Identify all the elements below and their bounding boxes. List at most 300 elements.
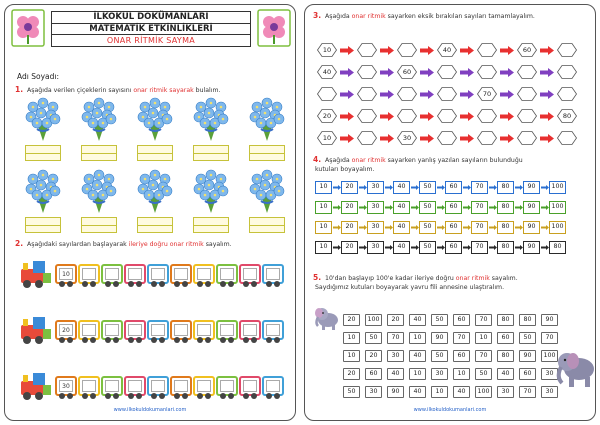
arrow-right-icon (460, 134, 474, 143)
wagon-answer-field[interactable] (266, 380, 280, 392)
wagon-answer-field[interactable] (128, 324, 142, 336)
number-box[interactable]: 60 (445, 201, 462, 214)
number-hexagon[interactable] (477, 131, 497, 145)
header-topic: ONAR RİTMİK SAYMA (52, 34, 250, 46)
wheel-icon (113, 393, 119, 399)
train-wagon[interactable] (170, 264, 192, 284)
wagon-answer-field[interactable] (220, 268, 234, 280)
wheel-icon (113, 281, 119, 287)
answer-box[interactable] (81, 145, 117, 161)
wheel-icon (182, 393, 188, 399)
wagon-answer-field[interactable] (243, 268, 257, 280)
number-hexagon[interactable] (357, 65, 377, 79)
arrow-right-icon (420, 134, 434, 143)
wagon-answer-field[interactable] (82, 268, 96, 280)
number-hexagon (317, 43, 337, 57)
number-box[interactable]: 40 (393, 201, 410, 214)
train-wagon[interactable] (147, 320, 169, 340)
arrow-right-icon (385, 225, 393, 230)
train-wagon[interactable] (262, 264, 284, 284)
flower-bouquet-icon (23, 97, 63, 141)
wheel-icon (113, 337, 119, 343)
hexagon-value: 60 (522, 46, 532, 54)
number-box[interactable]: 60 (445, 241, 462, 254)
maze-cell[interactable]: 60 (453, 350, 470, 362)
number-hexagon (397, 65, 417, 79)
wheel-icon (174, 337, 180, 343)
header-title: İLKOKUL DOKÜMANLARI (93, 12, 209, 22)
wheel-icon (159, 281, 165, 287)
hexagon-value: 30 (402, 134, 412, 142)
train-wagon[interactable] (193, 320, 215, 340)
maze-cell[interactable]: 70 (387, 332, 404, 344)
number-hexagon[interactable] (357, 109, 377, 123)
train-wagon[interactable] (101, 320, 123, 340)
question-4 (313, 155, 523, 164)
arrow-right-icon (385, 245, 393, 250)
wagon-answer-field[interactable] (220, 324, 234, 336)
number-hexagon[interactable] (357, 87, 377, 101)
wagon-answer-field[interactable] (82, 324, 96, 336)
train-wagon[interactable] (101, 376, 123, 396)
wheel-icon (220, 337, 226, 343)
arrow-right-icon (500, 46, 514, 55)
hexagon-row (317, 65, 587, 81)
maze-cell[interactable]: 20 (365, 350, 382, 362)
wagon-answer-field[interactable] (197, 324, 211, 336)
number-box-row (315, 181, 591, 195)
number-box[interactable]: 90 (523, 241, 540, 254)
number-box[interactable]: 10 (315, 221, 332, 234)
maze-cell[interactable]: 60 (497, 332, 514, 344)
train-row (19, 313, 281, 349)
train-wagon[interactable] (78, 376, 100, 396)
train-wagon[interactable] (147, 264, 169, 284)
wagon-answer-field[interactable] (197, 268, 211, 280)
maze-cell[interactable]: 20 (387, 314, 404, 326)
number-box[interactable]: 30 (367, 181, 384, 194)
wagon-answer-field[interactable] (174, 268, 188, 280)
maze-cell[interactable]: 10 (409, 332, 426, 344)
answer-box-divider (138, 225, 172, 226)
wagon-answer-field[interactable] (105, 380, 119, 392)
maze-cell[interactable]: 90 (541, 314, 558, 326)
number-box[interactable]: 20 (341, 221, 358, 234)
number-box[interactable]: 70 (471, 221, 488, 234)
wheel-icon (243, 337, 249, 343)
question-text: sayarken eksik bırakılan sayıları tamamlayalım. (387, 13, 535, 20)
maze-cell[interactable]: 30 (365, 386, 382, 398)
answer-box-divider (82, 225, 116, 226)
answer-box[interactable] (249, 217, 285, 233)
arrow-right-icon (411, 185, 419, 190)
worksheet-header (51, 11, 251, 47)
number-hexagon[interactable] (437, 131, 457, 145)
train-wagon[interactable] (101, 264, 123, 284)
wheel-icon (136, 281, 142, 287)
arrow-right-icon (333, 205, 341, 210)
maze-cell[interactable]: 60 (365, 368, 382, 380)
maze-cell[interactable]: 70 (475, 350, 492, 362)
number-hexagon (557, 109, 577, 123)
question-4-continued: kutuları boyayalım. (315, 166, 375, 173)
train-wagon[interactable] (170, 376, 192, 396)
maze-cell[interactable]: 10 (453, 368, 470, 380)
wagon-answer-field[interactable] (151, 324, 165, 336)
number-box[interactable]: 80 (497, 221, 514, 234)
number-hexagon[interactable] (517, 65, 537, 79)
maze-cell[interactable]: 80 (519, 314, 536, 326)
maze-cell[interactable]: 100 (541, 350, 558, 362)
train-wagon[interactable] (78, 320, 100, 340)
maze-cell[interactable]: 40 (497, 368, 514, 380)
wagon-answer-field[interactable] (105, 268, 119, 280)
train-wagon[interactable] (216, 264, 238, 284)
arrow-right-icon (359, 225, 367, 230)
maze-cell[interactable]: 50 (475, 368, 492, 380)
arrow-right-icon (540, 134, 554, 143)
maze-cell[interactable]: 60 (519, 368, 536, 380)
flower-bouquet-icon (191, 97, 231, 141)
arrow-right-icon (340, 46, 354, 55)
number-hexagon (317, 131, 337, 145)
wheel-icon (67, 393, 73, 399)
wheel-icon (136, 393, 142, 399)
maze-cell[interactable]: 100 (475, 386, 492, 398)
wheel-icon (228, 281, 234, 287)
mother-elephant-icon (553, 347, 597, 389)
answer-box[interactable] (25, 145, 61, 161)
wagon-answer-field[interactable] (197, 380, 211, 392)
arrow-right-icon (380, 68, 394, 77)
hexagon-row (317, 131, 587, 147)
arrow-right-icon (411, 245, 419, 250)
maze-cell[interactable]: 60 (453, 314, 470, 326)
wheel-icon (136, 337, 142, 343)
wheel-icon (67, 337, 73, 343)
maze-cell[interactable]: 70 (475, 314, 492, 326)
arrow-right-icon (500, 112, 514, 121)
wagon-answer-field[interactable] (266, 268, 280, 280)
train-wagon[interactable] (193, 376, 215, 396)
train-wagon[interactable] (170, 320, 192, 340)
maze-cell[interactable]: 10 (409, 368, 426, 380)
maze-cell[interactable]: 20 (343, 314, 360, 326)
train-wagon[interactable] (239, 264, 261, 284)
arrow-right-icon (489, 245, 497, 250)
number-box[interactable]: 100 (549, 181, 566, 194)
number-box[interactable]: 80 (497, 241, 514, 254)
wagon-answer-field[interactable] (174, 380, 188, 392)
maze-cell[interactable]: 40 (409, 314, 426, 326)
question-5 (313, 273, 518, 282)
wheel-icon (197, 337, 203, 343)
question-text: bulalım. (195, 87, 221, 94)
arrow-right-icon (437, 205, 445, 210)
number-hexagon[interactable] (357, 131, 377, 145)
number-box[interactable]: 30 (367, 221, 384, 234)
maze-cell[interactable]: 30 (431, 368, 448, 380)
arrow-right-icon (489, 225, 497, 230)
train-wagon[interactable] (239, 320, 261, 340)
number-hexagon[interactable] (477, 43, 497, 57)
number-box[interactable]: 20 (341, 241, 358, 254)
wagon-answer-field[interactable] (220, 380, 234, 392)
arrow-right-icon (340, 68, 354, 77)
wheel-icon (205, 393, 211, 399)
wagon-answer-field[interactable] (243, 380, 257, 392)
maze-cell[interactable]: 30 (541, 368, 558, 380)
number-box[interactable]: 30 (367, 201, 384, 214)
number-box[interactable]: 60 (445, 181, 462, 194)
maze-cell[interactable]: 10 (431, 386, 448, 398)
answer-box-divider (26, 225, 60, 226)
wheel-icon (105, 281, 111, 287)
number-box[interactable]: 80 (497, 201, 514, 214)
maze-cell[interactable]: 40 (387, 368, 404, 380)
maze-cell[interactable]: 40 (409, 350, 426, 362)
arrow-right-icon (489, 205, 497, 210)
number-box[interactable]: 50 (419, 241, 436, 254)
number-box[interactable]: 10 (315, 241, 332, 254)
answer-box[interactable] (193, 217, 229, 233)
wagon-answer-field[interactable] (151, 380, 165, 392)
maze-cell[interactable]: 40 (453, 386, 470, 398)
number-box[interactable]: 80 (497, 181, 514, 194)
train-wagon[interactable] (124, 320, 146, 340)
hexagon-value: 10 (322, 46, 332, 54)
wheel-icon (59, 281, 65, 287)
train-wagon[interactable] (216, 376, 238, 396)
train-wagon[interactable] (262, 320, 284, 340)
wagon-answer-field[interactable] (266, 324, 280, 336)
arrow-right-icon (515, 205, 523, 210)
number-hexagon[interactable] (517, 109, 537, 123)
wagon-start-value: 10 (59, 268, 73, 280)
arrow-right-icon (463, 225, 471, 230)
number-hexagon[interactable] (397, 109, 417, 123)
wagon-answer-field[interactable] (243, 324, 257, 336)
hexagon-value: 20 (322, 112, 332, 120)
answer-box[interactable] (249, 145, 285, 161)
arrow-right-icon (540, 68, 554, 77)
answer-box[interactable] (137, 145, 173, 161)
maze-cell[interactable]: 90 (387, 386, 404, 398)
number-box-row (315, 201, 591, 215)
arrow-right-icon (437, 225, 445, 230)
number-hexagon[interactable] (477, 65, 497, 79)
flower-logo-icon (11, 9, 45, 47)
maze-cell[interactable]: 30 (387, 350, 404, 362)
arrow-right-icon (540, 46, 554, 55)
number-box[interactable]: 60 (445, 221, 462, 234)
wagon-answer-field[interactable] (82, 380, 96, 392)
answer-box[interactable] (25, 217, 61, 233)
maze-cell[interactable]: 80 (497, 314, 514, 326)
number-box[interactable]: 70 (471, 181, 488, 194)
maze-cell[interactable]: 50 (519, 332, 536, 344)
hexagon-row (317, 43, 587, 59)
train-wagon[interactable] (78, 264, 100, 284)
wagon-answer-field[interactable] (128, 380, 142, 392)
number-box[interactable]: 90 (523, 201, 540, 214)
train-wagon[interactable] (216, 320, 238, 340)
wagon-answer-field[interactable] (105, 324, 119, 336)
wheel-icon (251, 337, 257, 343)
number-hexagon[interactable] (357, 43, 377, 57)
maze-cell[interactable]: 50 (343, 386, 360, 398)
header-subject: MATEMATİK ETKİNLİKLERİ (52, 23, 250, 34)
wheel-icon (274, 281, 280, 287)
number-box[interactable]: 30 (367, 241, 384, 254)
number-box[interactable]: 70 (471, 241, 488, 254)
number-box[interactable]: 10 (315, 181, 332, 194)
footer-url[interactable]: www.ilkokuldokumanlari.com (113, 407, 187, 413)
wheel-icon (59, 393, 65, 399)
number-hexagon[interactable] (517, 131, 537, 145)
number-box[interactable]: 50 (419, 181, 436, 194)
number-hexagon[interactable] (397, 43, 417, 57)
number-box[interactable]: 20 (341, 181, 358, 194)
maze-cell[interactable]: 10 (475, 332, 492, 344)
arrow-right-icon (500, 134, 514, 143)
maze-cell[interactable]: 50 (365, 332, 382, 344)
arrow-right-icon (380, 112, 394, 121)
maze-cell[interactable]: 70 (453, 332, 470, 344)
arrow-right-icon (460, 68, 474, 77)
wheel-icon (274, 393, 280, 399)
maze-cell[interactable]: 30 (497, 386, 514, 398)
wheel-icon (159, 393, 165, 399)
arrow-right-icon (333, 245, 341, 250)
arrow-right-icon (437, 185, 445, 190)
number-box[interactable]: 100 (549, 221, 566, 234)
answer-box[interactable] (193, 145, 229, 161)
hexagon-value: 40 (442, 46, 452, 54)
number-hexagon[interactable] (557, 131, 577, 145)
arrow-right-icon (420, 46, 434, 55)
number-box-row (315, 241, 591, 255)
question-number: 2. (15, 239, 24, 248)
flower-bouquet-icon (23, 169, 63, 213)
maze-cell[interactable]: 90 (519, 350, 536, 362)
question-text: sayarken yanlış yazılan sayıların bulunduğu (387, 157, 523, 164)
question-text: sayalım. (491, 275, 518, 282)
number-hexagon[interactable] (437, 65, 457, 79)
footer-url[interactable]: www.ilkokuldokumanlari.com (413, 407, 487, 413)
hexagon-value: 40 (322, 68, 332, 76)
number-box[interactable]: 100 (549, 201, 566, 214)
maze-cell[interactable]: 70 (519, 386, 536, 398)
question-1 (15, 85, 220, 94)
number-box[interactable]: 90 (523, 221, 540, 234)
question-text: Aşağıdaki sayılardan başlayarak (27, 241, 127, 248)
number-hexagon[interactable] (557, 65, 577, 79)
train-wagon[interactable] (124, 264, 146, 284)
hexagon-row (317, 109, 587, 125)
flower-bouquet-icon (79, 97, 119, 141)
wheel-icon (274, 337, 280, 343)
number-box[interactable]: 70 (471, 201, 488, 214)
wheel-icon (251, 281, 257, 287)
train-wagon[interactable] (239, 376, 261, 396)
hexagon-value: 70 (482, 90, 492, 98)
answer-box-divider (250, 153, 284, 154)
arrow-right-icon (437, 245, 445, 250)
number-hexagon[interactable] (557, 87, 577, 101)
arrow-right-icon (460, 112, 474, 121)
wheel-icon (266, 337, 272, 343)
maze-cell[interactable]: 10 (343, 350, 360, 362)
wheel-icon (220, 281, 226, 287)
maze-cell[interactable]: 20 (343, 368, 360, 380)
arrow-right-icon (541, 225, 549, 230)
number-box[interactable]: 80 (549, 241, 566, 254)
answer-box[interactable] (81, 217, 117, 233)
arrow-right-icon (489, 185, 497, 190)
number-hexagon[interactable] (397, 87, 417, 101)
wagon-answer-field[interactable] (128, 268, 142, 280)
number-box[interactable]: 20 (341, 201, 358, 214)
train-row (19, 369, 281, 405)
number-box[interactable]: 50 (419, 201, 436, 214)
arrow-right-icon (340, 134, 354, 143)
train-row (19, 257, 281, 293)
wagon-answer-field[interactable] (174, 324, 188, 336)
arrow-right-icon (333, 185, 341, 190)
number-box[interactable]: 40 (393, 221, 410, 234)
wheel-icon (90, 281, 96, 287)
wheel-icon (151, 393, 157, 399)
maze-cell[interactable]: 50 (431, 350, 448, 362)
train-wagon[interactable] (124, 376, 146, 396)
train-wagon[interactable] (147, 376, 169, 396)
number-hexagon[interactable] (437, 109, 457, 123)
maze-cell[interactable]: 90 (431, 332, 448, 344)
train-wagon (55, 320, 77, 340)
maze-cell[interactable]: 80 (497, 350, 514, 362)
flower-bouquet-icon (247, 169, 287, 213)
number-box[interactable]: 10 (315, 201, 332, 214)
answer-box[interactable] (137, 217, 173, 233)
number-hexagon[interactable] (517, 87, 537, 101)
number-hexagon (397, 131, 417, 145)
number-hexagon[interactable] (437, 87, 457, 101)
number-hexagon[interactable] (557, 43, 577, 57)
number-box[interactable]: 50 (419, 221, 436, 234)
maze-cell[interactable]: 10 (343, 332, 360, 344)
wheel-icon (205, 337, 211, 343)
wheel-icon (266, 393, 272, 399)
number-box[interactable]: 40 (393, 181, 410, 194)
wheel-icon (128, 393, 134, 399)
wheel-icon (243, 281, 249, 287)
maze-cell[interactable]: 40 (409, 386, 426, 398)
wheel-icon (251, 393, 257, 399)
wheel-icon (90, 393, 96, 399)
maze-cell[interactable]: 50 (431, 314, 448, 326)
wagon-answer-field[interactable] (151, 268, 165, 280)
number-hexagon[interactable] (317, 87, 337, 101)
train-wagon[interactable] (262, 376, 284, 396)
number-box[interactable]: 90 (523, 181, 540, 194)
maze-cell[interactable]: 100 (365, 314, 382, 326)
maze-cell[interactable]: 30 (541, 386, 558, 398)
number-hexagon[interactable] (477, 109, 497, 123)
train-wagon[interactable] (193, 264, 215, 284)
number-box[interactable]: 40 (393, 241, 410, 254)
maze-cell[interactable]: 70 (541, 332, 558, 344)
